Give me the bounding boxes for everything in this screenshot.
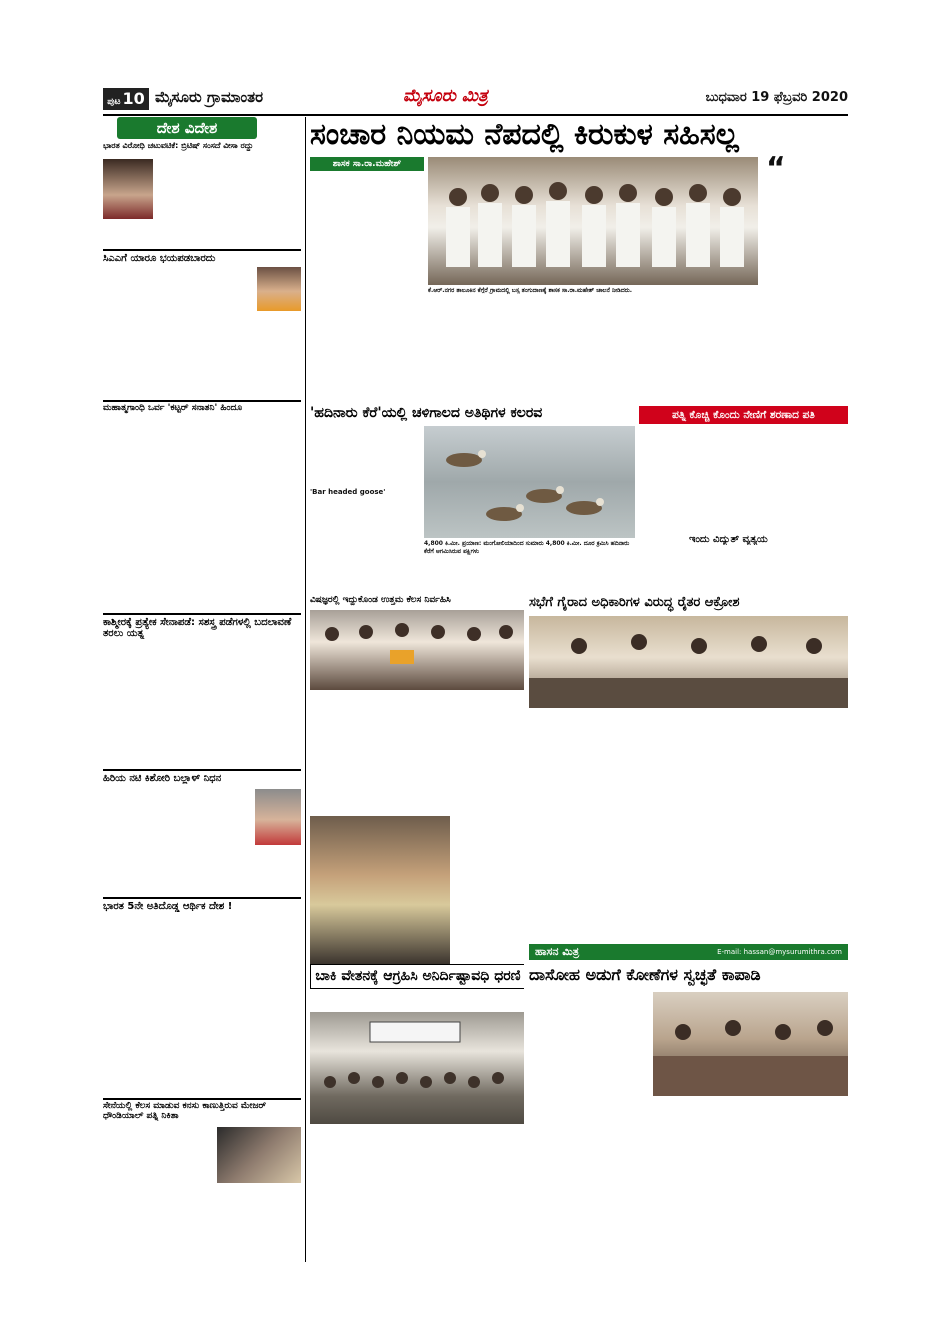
salary-text	[310, 1128, 524, 1262]
award-photo-2	[310, 816, 450, 964]
main-text-col3	[536, 303, 646, 403]
page-number-badge	[103, 88, 149, 110]
story3-headline: ಮಹಾತ್ಮಗಾಂಧಿ ಒರ್ವ 'ಕಟ್ಟರ್ ಸನಾತನಿ' ಹಿಂದೂ	[103, 400, 301, 414]
birds-text-a	[310, 426, 420, 486]
story2-text-a	[103, 267, 253, 311]
story5-photo	[255, 789, 301, 845]
hassan-photo	[653, 992, 848, 1096]
hassan-photo-meeting	[653, 992, 848, 1096]
main-photo-crowd	[428, 157, 758, 285]
desha-videsha-banner	[117, 117, 257, 139]
page-number: 10	[122, 89, 145, 108]
farmers-text-b	[635, 714, 737, 940]
birds-headline: 'ಹದಿನಾರು ಕೆರೆ'ಯಲ್ಲಿ ಚಳಿಗಾಲದ ಅತಿಥಿಗಳ ಕಲರವ	[310, 405, 543, 421]
farmers-photo	[529, 616, 848, 708]
birds-text-b	[310, 500, 420, 590]
story7-headline: ಸೇನೆಯಲ್ಲಿ ಕೆಲಸ ಮಾಡುವ ಕನಸು ಕಾಣುತ್ತಿರುವ ಮೇಜರ್ ಧೌಂಡಿಯಾಲ್ ಪತ್ನಿ ನಿಕಿತಾ	[103, 1098, 301, 1122]
pull-quote-mark: “	[766, 151, 786, 186]
dateline: ಬುಧವಾರ 19 ಫೆಬ್ರವರಿ 2020	[705, 90, 848, 105]
birds-photo	[424, 426, 635, 538]
story1-text	[157, 159, 301, 245]
story4-headline: ಕಾಶ್ಮೀರಕ್ಕೆ ಪ್ರತ್ಯೇಕ ಸೇನಾಪಡೆ: ಸಶಸ್ತ್ರ ಪಡೆಗಳಲ್ಲಿ ಬದಲಾವಣೆ ತರಲು ಯತ್ನ	[103, 613, 301, 639]
story3-text	[103, 415, 301, 611]
main-byline-tag	[310, 157, 424, 171]
main-text-col2	[428, 303, 532, 403]
page-prefix: ಪುಟ	[107, 97, 121, 107]
story6-headline: ಭಾರತ 5ನೇ ಅತಿದೊಡ್ಡ ಆರ್ಥಿಕ ದೇಶ !	[103, 897, 301, 912]
byline-text: ಶಾಸಕ ಸಾ.ರಾ.ಮಹೇಶ್	[332, 159, 402, 169]
farmers-text-c	[741, 714, 848, 940]
farmers-text-a	[529, 714, 631, 940]
story7-text-b	[103, 1185, 301, 1262]
salary-photo	[310, 1012, 524, 1124]
award-side-caption	[454, 816, 524, 964]
hassan-banner-label: ಹಾಸನ ಮಿತ್ರ	[535, 945, 580, 958]
award-photo	[310, 610, 524, 690]
page-header	[103, 84, 848, 116]
story1-headline: ಭಾರತ ವಿರೋಧಿ ಚಟುವಟಿಕೆ: ಬ್ರಿಟಿಷ್ ಸಂಸದೆ ವೀಸಾ ರದ್ದು	[103, 142, 254, 150]
story7-photo	[217, 1127, 301, 1183]
banner-label: ದೇಶ ವಿದೇಶ	[156, 119, 218, 137]
power-cut-text	[639, 548, 848, 590]
newspaper-page	[103, 84, 848, 1262]
wife-text	[639, 428, 848, 532]
hassan-banner	[529, 944, 848, 960]
story2-headline: ಸಿಎಎಗೆ ಯಾರೂ ಭಯಪಡಬಾರದು	[103, 249, 301, 264]
salary-photo-protest	[310, 1012, 524, 1124]
main-photo	[428, 157, 758, 285]
hassan-headline: ದಾಸೋಹ ಅಡುಗೆ ಕೋಣೆಗಳ ಸ್ವಚ್ಛತೆ ಕಾಪಾಡಿ	[529, 965, 761, 984]
farmers-story	[529, 594, 848, 940]
hassan-text-b	[653, 1100, 747, 1262]
birds-photo-geese	[424, 426, 635, 538]
main-text-col1	[310, 173, 424, 349]
award-text-b	[418, 694, 524, 812]
hassan-text-a	[529, 992, 649, 1262]
story1-photo	[103, 159, 153, 219]
main-text-col4	[650, 303, 758, 403]
main-photo-caption: ಕೆ.ಆರ್.ನಗರ ತಾಲೂಕಿನ ಕೆಗ್ಗೆರೆ ಗ್ರಾಮದಲ್ಲಿ ಬಸ್ಸ ತಂಗುದಾಣಕ್ಕೆ ಶಾಸಕ ಸಾ.ರಾ.ಮಹೇಶ್ ಚಾಲನೆ ನೀಡಿದರು.	[428, 287, 633, 294]
birds-story	[310, 404, 635, 590]
left-column-divider	[305, 117, 306, 1262]
story5-text	[103, 787, 253, 893]
birds-label: 'Bar headed goose'	[310, 488, 386, 496]
salary-headline: ಬಾಕಿ ವೇತನಕ್ಕೆ ಆಗ್ರಹಿಸಿ ಅನಿರ್ದಿಷ್ಟಾವಧಿ ಧರಣಿ	[310, 964, 524, 989]
farmers-photo-meeting	[529, 616, 848, 708]
main-headline: ಸಂಚಾರ ನಿಯಮ ನೆಪದಲ್ಲಿ ಕಿರುಕುಳ ಸಹಿಸಲ್ಲ	[310, 117, 739, 152]
story6-text	[103, 915, 301, 1095]
farmers-headline: ಸಭೆಗೆ ಗೈರಾದ ಅಧಿಕಾರಿಗಳ ವಿರುದ್ಧ ರೈತರ ಆಕ್ರೋಶ	[529, 595, 740, 610]
birds-caption: 4,800 ಕಿ.ಮೀ. ಪ್ರಯಾಣ: ಮಂಗೋಲಿಯಾದಿಂದ ಸುಮಾರು 4,800 ಕಿ.ಮೀ. ದೂರ ಕ್ರಮಿಸಿ ಹದಿನಾರು ಕೆರೆಗೆ ಆಗಮಿಸಿರುವ ಪಕ್ಷಿಗಳು	[424, 540, 630, 555]
award-headline: ವಿಷಜ್ಞರಲ್ಲಿ ಇದ್ದುಕೊಂಡ ಉತ್ತಮ ಕೆಲಸ ನಿರ್ವಹಿಸಿ	[310, 595, 451, 605]
hassan-email: E-mail: hassan@mysurumithra.com	[717, 948, 842, 956]
left-column	[103, 117, 301, 1262]
salary-story	[310, 964, 524, 1262]
story5-headline: ಹಿರಿಯ ನಟಿ ಕಿಶೋರಿ ಬಲ್ಲಾಳ್ ನಿಧನ	[103, 769, 301, 784]
birds-text-c	[424, 558, 635, 590]
hassan-section	[529, 944, 848, 1262]
main-text-col5	[766, 257, 848, 403]
wife-story	[639, 406, 848, 590]
story4-text	[103, 647, 301, 767]
story7-text-a	[103, 1127, 215, 1183]
award-text-a	[310, 694, 414, 812]
section-label: ಮೈಸೂರು ಗ್ರಾಮಾಂತರ	[155, 88, 264, 106]
power-cut-headline: ಇಂದು ವಿದ್ಯುತ್ ವ್ಯತ್ಯಯ	[689, 534, 768, 545]
award-story	[310, 594, 524, 964]
story2-text-b	[103, 313, 301, 397]
masthead: ಮೈಸೂರು ಮಿತ್ರ	[403, 86, 488, 106]
wife-headline-box	[639, 406, 848, 424]
hassan-text-c	[751, 1100, 848, 1262]
wife-headline: ಪತ್ನಿ ಕೊಚ್ಚಿ ಕೊಂದು ನೇಣಿಗೆ ಶರಣಾದ ಪತಿ	[672, 409, 815, 421]
award-photo-group	[310, 610, 524, 690]
story2-photo	[257, 267, 301, 311]
pull-quote-text	[766, 181, 848, 251]
